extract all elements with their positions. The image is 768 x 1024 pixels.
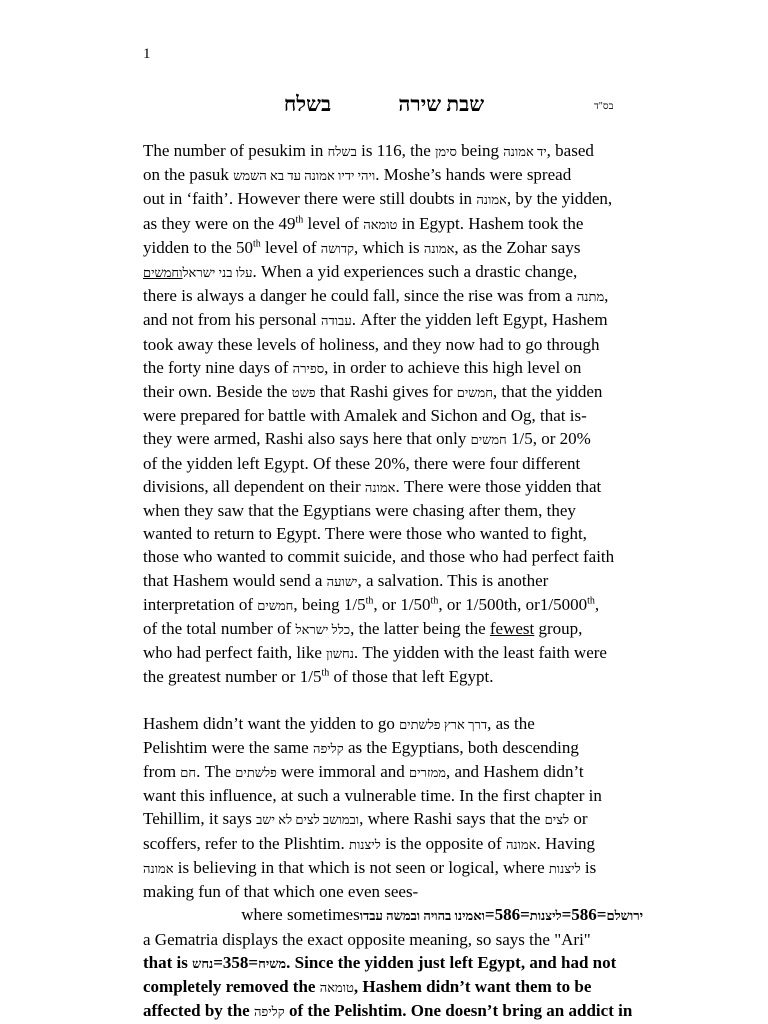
text-line: they were armed, Rashi also says here that only חמשים 1/5, or 20% [143, 429, 591, 449]
text-line: of the total number of כלל ישראל, the latter being the fewest group, [143, 619, 583, 639]
text-line: making fun of that which one even sees- [143, 882, 419, 902]
text-line: there is always a danger he could fall, since the rise was from a מתנה, [143, 286, 609, 306]
text-line: completely removed the טומאה, Hashem didn’t want them to be [143, 976, 592, 996]
text-line: divisions, all dependent on their אמונה. There were those yidden that [143, 476, 602, 496]
text-line: as they were on the 49th level of טומאה in Egypt. Hashem took the [143, 213, 584, 233]
text-line: אמונה is believing in that which is not seen or logical, where ליצנות is [143, 857, 597, 877]
text-line: affected by the קליפה of the Pelishtim. One doesn’t bring an addict in [143, 1001, 633, 1021]
text-line: of the yidden left Egypt. Of these 20%, there were four different [143, 453, 581, 473]
heading-parsha: בשלח [283, 92, 332, 116]
body-text [143, 139, 643, 1023]
text-line: Tehillim, it says ובמושב לצים לא ישב, where Rashi says that the לצים or [143, 809, 588, 829]
text-line: scoffers, refer to the Plishtim. ליצנות is the opposite of אמונה. Having [143, 833, 596, 853]
paragraph-2 [143, 712, 643, 1024]
paragraph-1 [143, 139, 643, 689]
page-number: 1 [143, 46, 151, 62]
text-line: a Gematria displays the exact opposite meaning, so says the "Ari" [143, 929, 591, 949]
heading-shabbos: שבת שירה [398, 92, 485, 116]
text-line: yidden to the 50th level of קדושה, which is אמונה, as the Zohar says [143, 237, 581, 257]
text-line: their own. Beside the פשט that Rashi gives for חמשים, that the yidden [143, 382, 603, 402]
text-line: The number of pesukim in בשלח is 116, the סימן being יד אמונה, based [143, 141, 594, 160]
text-line: took away these levels of holiness, and they now had to go through [143, 334, 600, 354]
text-line: and not from his personal עבודה. After the yidden left Egypt, Hashem [143, 310, 608, 330]
text-line: when they saw that the Egyptians were chasing after them, they [143, 501, 576, 521]
text-line: Hashem didn’t want the yidden to go דרך ארץ פלשתים, as the [143, 713, 535, 733]
text-line: the forty nine days of ספירה, in order to achieve this high level on [143, 357, 582, 377]
text-line: the greatest number or 1/5th of those that left Egypt. [143, 667, 494, 687]
text-line: who had perfect faith, like נחשון. The yidden with the least faith were [143, 643, 607, 663]
text-line: Pelishtim were the same קליפה as the Egyptians, both descending [143, 737, 579, 757]
text-line: wanted to return to Egypt. There were those who wanted to fight, [143, 524, 587, 544]
text-line: from חם. The פלשתים were immoral and ממזרים, and Hashem didn’t [143, 762, 584, 782]
text-line: interpretation of חמשים, being 1/5th, or 1/50th, or 1/500th, or1/5000th, [143, 594, 600, 614]
text-line: עלו בני ישראלוחמשים . When a yid experiences such a drastic change, [143, 262, 578, 282]
text-line: out in ‘faith’. However there were still doubts in אמונה, by the yidden, [143, 189, 613, 209]
gematria-line: ירושלם=586=ליצנות=586=ואמינו בהויה ובמשה עבדו where sometimes [236, 905, 643, 925]
text-line: want this influence, at such a vulnerable time. In the first chapter in [143, 786, 602, 806]
text-line: that is נחש=358=משיח. Since the yidden just left Egypt, and had not [143, 952, 617, 972]
bsd-header: בס"ד [594, 101, 614, 112]
page-heading [0, 92, 768, 117]
text-line: those who wanted to commit suicide, and those who had perfect faith [143, 547, 615, 567]
text-line: were prepared for battle with Amalek and Sichon and Og, that is- [143, 406, 587, 426]
text-line: on the pasuk ויהי ידיו אמונה עד בא השמש. Moshe’s hands were spread [143, 165, 572, 185]
text-line: that Hashem would send a ישועה, a salvation. This is another [143, 570, 549, 590]
